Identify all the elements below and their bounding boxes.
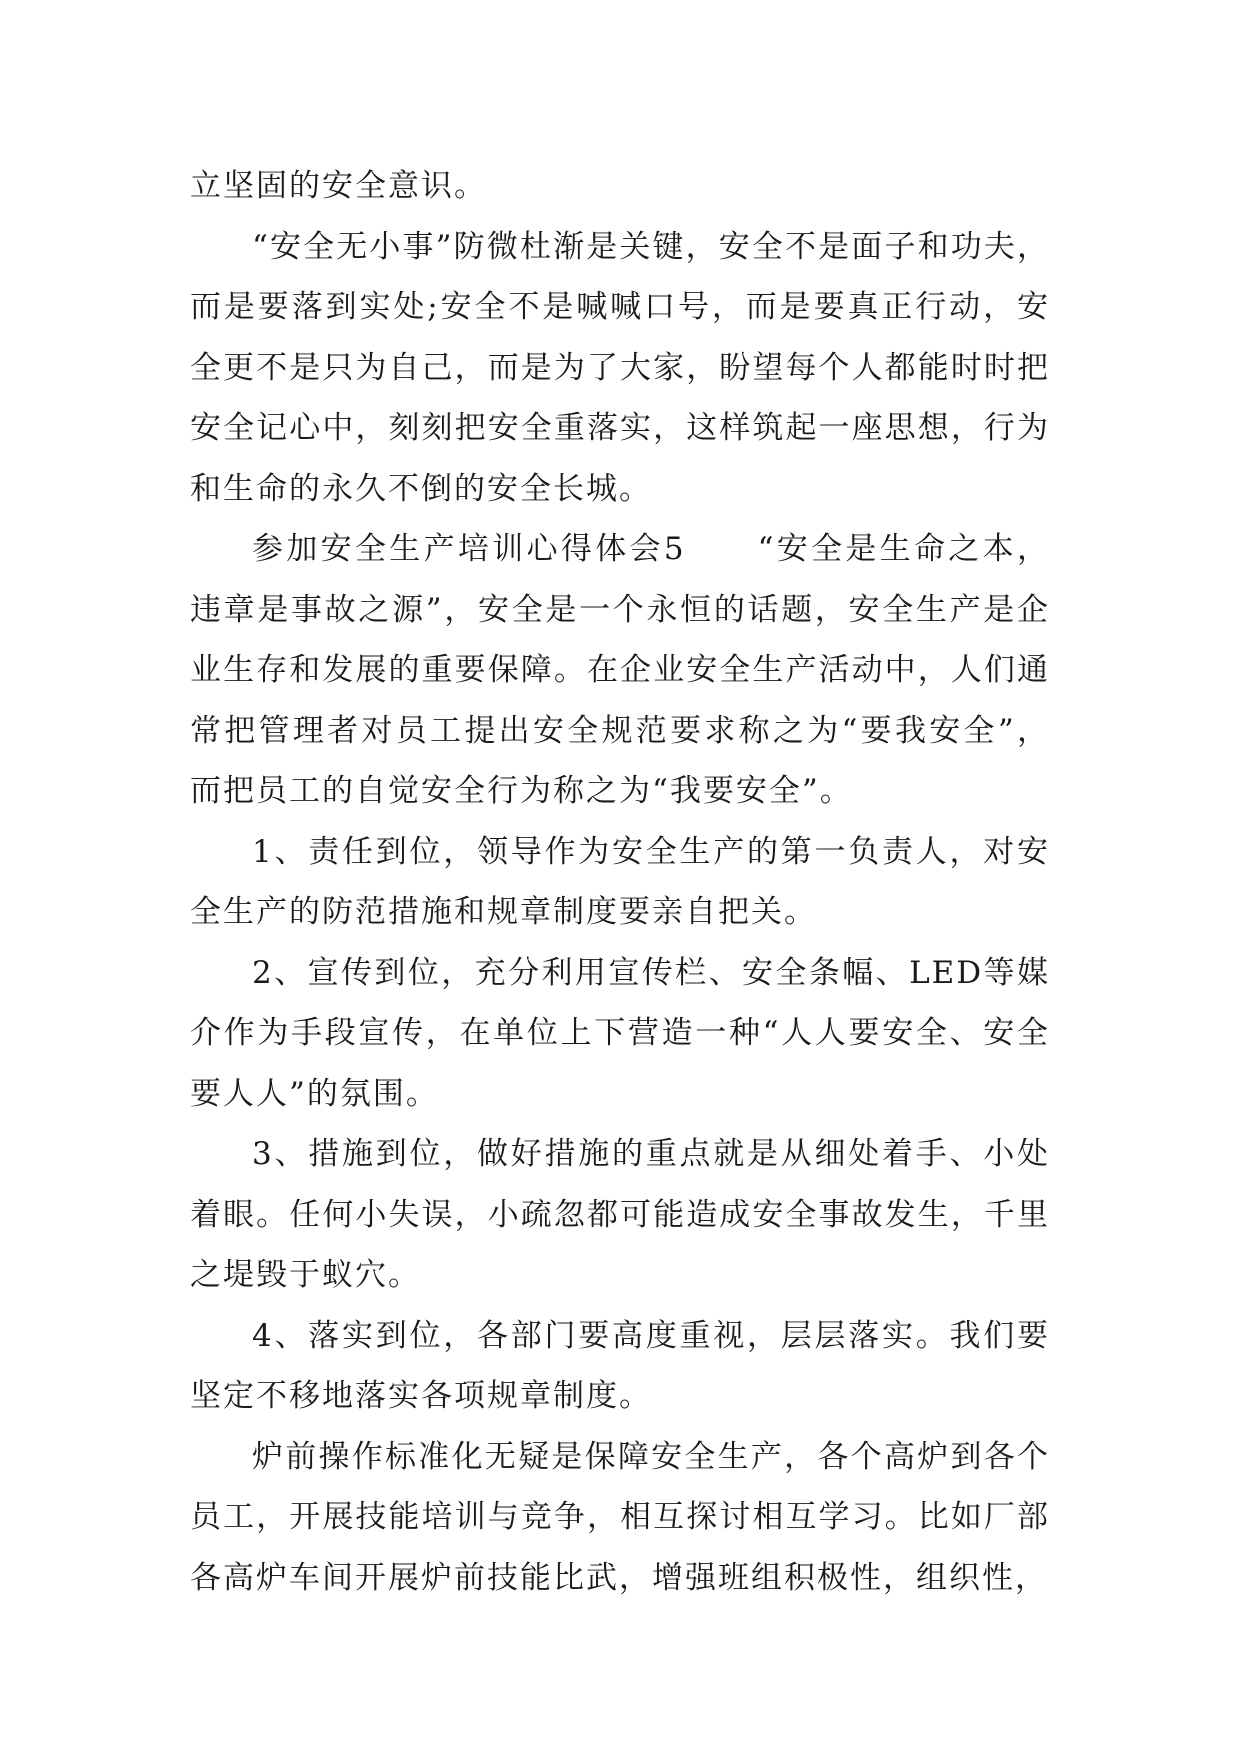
paragraph-5: 2、宣传到位，充分利用宣传栏、安全条幅、LED等媒介作为手段宣传，在单位上下营造一种“人人要安全、安全要人人”的氛围。 [190,954,1050,1112]
section-heading: 参加安全生产培训心得体会5 [252,531,686,567]
paragraph-1: 立坚固的安全意识。 [190,168,487,204]
paragraph-7: 4、落实到位，各部门要高度重视，层层落实。我们要坚定不移地落实各项规章制度。 [190,1317,1050,1414]
paragraph-8: 炉前操作标准化无疑是保障安全生产，各个高炉到各个员工，开展技能培训与竞争，相互探讨相互学习。比如厂部各高炉车间开展炉前技能比武，增强班组积极性，组织性， [190,1438,1050,1596]
document-body [190,156,1050,1608]
paragraph-3 [190,519,1050,822]
paragraph-6: 3、措施到位，做好措施的重点就是从细处着手、小处着眼。任何小失误，小疏忽都可能造成安全事故发生，千里之堤毁于蚁穴。 [190,1136,1050,1293]
paragraph-4: 1、责任到位，领导作为安全生产的第一负责人，对安全生产的防范措施和规章制度要亲自把关。 [190,833,1050,930]
paragraph-2: “安全无小事”防微杜渐是关键，安全不是面子和功夫，而是要落到实处;安全不是喊喊口号，而是要真正行动，安全更不是只为自己，而是为了大家，盼望每个人都能时时把安全记心中，刻刻把安全重落实，这样筑起一座思想，行为和生命的永久不倒的安全长城。 [190,228,1050,507]
paragraph-3-text: “安全是生命之本，违章是事故之源”，安全是一个永恒的话题，安全生产是企业生存和发展的重要保障。在企业安全生产活动中，人们通常把管理者对员工提出安全规范要求称之为“要我安全”，而把员工的自觉安全行为称之为“我要安全”。 [190,531,1050,809]
